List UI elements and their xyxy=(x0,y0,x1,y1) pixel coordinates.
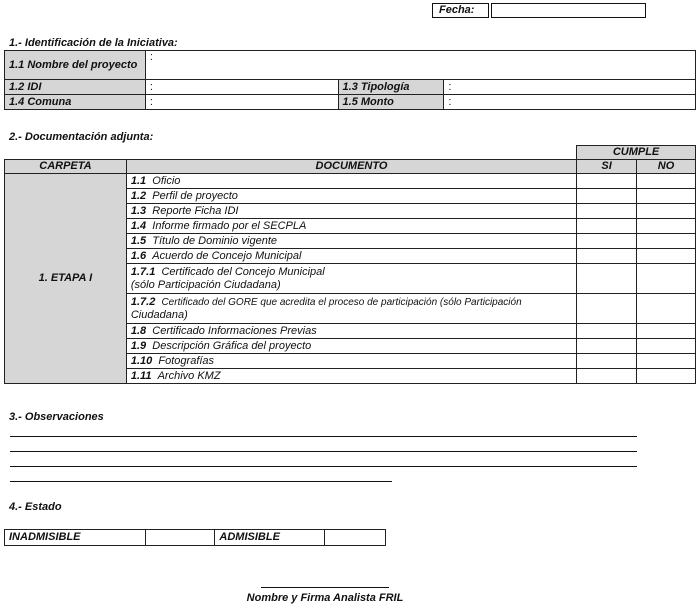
si-check[interactable] xyxy=(577,249,637,264)
doc-number: 1.11 xyxy=(130,369,152,382)
header-blank xyxy=(126,146,576,160)
no-check[interactable] xyxy=(637,369,696,384)
admisible-label: ADMISIBLE xyxy=(215,530,325,546)
doc-text-cont: Ciudadana) xyxy=(130,308,188,321)
no-check[interactable] xyxy=(637,234,696,249)
doc-number: 1.2 xyxy=(130,189,147,202)
doc-text: Oficio xyxy=(152,174,181,187)
doc-row xyxy=(126,354,576,369)
fecha-label: Fecha: xyxy=(432,3,489,18)
admisible-box[interactable] xyxy=(325,530,386,546)
doc-text: Certificado Informaciones Previas xyxy=(152,324,317,337)
si-check[interactable] xyxy=(577,354,637,369)
doc-text: Perfil de proyecto xyxy=(152,189,238,202)
si-header: SI xyxy=(577,160,637,174)
no-check[interactable] xyxy=(637,174,696,189)
no-check[interactable] xyxy=(637,204,696,219)
idi-colon: : xyxy=(149,80,153,93)
tipologia-colon: : xyxy=(448,80,452,93)
observaciones-line[interactable] xyxy=(10,436,637,437)
si-check[interactable] xyxy=(577,294,637,324)
doc-row xyxy=(126,339,576,354)
doc-number: 1.4 xyxy=(130,219,147,232)
nombre-colon: : xyxy=(149,51,153,63)
doc-row xyxy=(126,219,576,234)
no-check[interactable] xyxy=(637,249,696,264)
monto-colon: : xyxy=(448,95,452,108)
doc-row xyxy=(126,249,576,264)
comuna-colon: : xyxy=(149,95,153,108)
nombre-proyecto-field[interactable] xyxy=(145,51,695,80)
comuna-label: 1.4 Comuna xyxy=(5,95,146,110)
estado-table xyxy=(4,529,386,546)
comuna-field[interactable] xyxy=(145,95,338,110)
doc-number: 1.1 xyxy=(130,174,147,187)
observaciones-line[interactable] xyxy=(10,451,637,452)
monto-label: 1.5 Monto xyxy=(338,95,444,110)
doc-text: Archivo KMZ xyxy=(157,369,221,382)
doc-number: 1.7.1 xyxy=(130,265,156,278)
si-check[interactable] xyxy=(577,189,637,204)
no-check[interactable] xyxy=(637,264,696,294)
si-check[interactable] xyxy=(577,219,637,234)
doc-row xyxy=(126,264,576,294)
inadmisible-label: INADMISIBLE xyxy=(5,530,146,546)
si-check[interactable] xyxy=(577,264,637,294)
tipologia-label: 1.3 Tipología xyxy=(338,80,444,95)
identificacion-table xyxy=(4,50,696,110)
doc-number: 1.6 xyxy=(130,249,147,262)
doc-row xyxy=(126,204,576,219)
signature-line[interactable] xyxy=(261,587,389,588)
si-check[interactable] xyxy=(577,204,637,219)
doc-text: Reporte Ficha IDI xyxy=(152,204,239,217)
doc-text: Título de Dominio vigente xyxy=(152,234,278,247)
doc-text: Acuerdo de Concejo Municipal xyxy=(152,249,302,262)
doc-text: Fotografías xyxy=(158,354,215,367)
documentacion-table xyxy=(4,145,696,384)
doc-text: Informe firmado por el SECPLA xyxy=(152,219,307,232)
doc-number: 1.8 xyxy=(130,324,147,337)
doc-text: Certificado del GORE que acredita el proceso de participación (sólo Participación xyxy=(161,296,522,308)
cumple-header: CUMPLE xyxy=(577,146,696,160)
section4-title: 4.- Estado xyxy=(9,501,62,513)
nombre-proyecto-label: 1.1 Nombre del proyecto xyxy=(5,51,146,80)
monto-field[interactable] xyxy=(444,95,696,110)
doc-text: Descripción Gráfica del proyecto xyxy=(152,339,312,352)
si-check[interactable] xyxy=(577,234,637,249)
signature-label: Nombre y Firma Analista FRIL xyxy=(246,592,404,604)
carpeta-etapa: 1. ETAPA I xyxy=(5,174,127,384)
si-check[interactable] xyxy=(577,174,637,189)
no-check[interactable] xyxy=(637,324,696,339)
header-blank xyxy=(5,146,127,160)
doc-row xyxy=(126,369,576,384)
doc-row xyxy=(126,324,576,339)
si-check[interactable] xyxy=(577,324,637,339)
fecha-field[interactable] xyxy=(491,3,646,18)
doc-number: 1.3 xyxy=(130,204,147,217)
idi-label: 1.2 IDI xyxy=(5,80,146,95)
no-check[interactable] xyxy=(637,294,696,324)
no-check[interactable] xyxy=(637,354,696,369)
doc-row xyxy=(126,174,576,189)
no-check[interactable] xyxy=(637,219,696,234)
section3-title: 3.- Observaciones xyxy=(9,411,104,423)
carpeta-header: CARPETA xyxy=(5,160,127,174)
doc-text: Certificado del Concejo Municipal xyxy=(161,265,325,278)
doc-row xyxy=(126,294,576,324)
doc-row xyxy=(126,189,576,204)
observaciones-line[interactable] xyxy=(10,466,637,467)
no-check[interactable] xyxy=(637,339,696,354)
doc-number: 1.5 xyxy=(130,234,147,247)
section1-title: 1.- Identificación de la Iniciativa: xyxy=(9,37,178,49)
si-check[interactable] xyxy=(577,369,637,384)
inadmisible-box[interactable] xyxy=(145,530,215,546)
doc-row xyxy=(126,234,576,249)
doc-number: 1.9 xyxy=(130,339,147,352)
section2-title: 2.- Documentación adjunta: xyxy=(9,131,154,143)
doc-number: 1.10 xyxy=(130,354,153,367)
doc-text-cont: (sólo Participación Ciudadana) xyxy=(130,278,281,291)
documento-header: DOCUMENTO xyxy=(126,160,576,174)
idi-field[interactable] xyxy=(145,80,338,95)
si-check[interactable] xyxy=(577,339,637,354)
no-header: NO xyxy=(637,160,696,174)
doc-number: 1.7.2 xyxy=(130,295,156,308)
observaciones-line[interactable] xyxy=(10,481,392,482)
tipologia-field[interactable] xyxy=(444,80,696,95)
no-check[interactable] xyxy=(637,189,696,204)
